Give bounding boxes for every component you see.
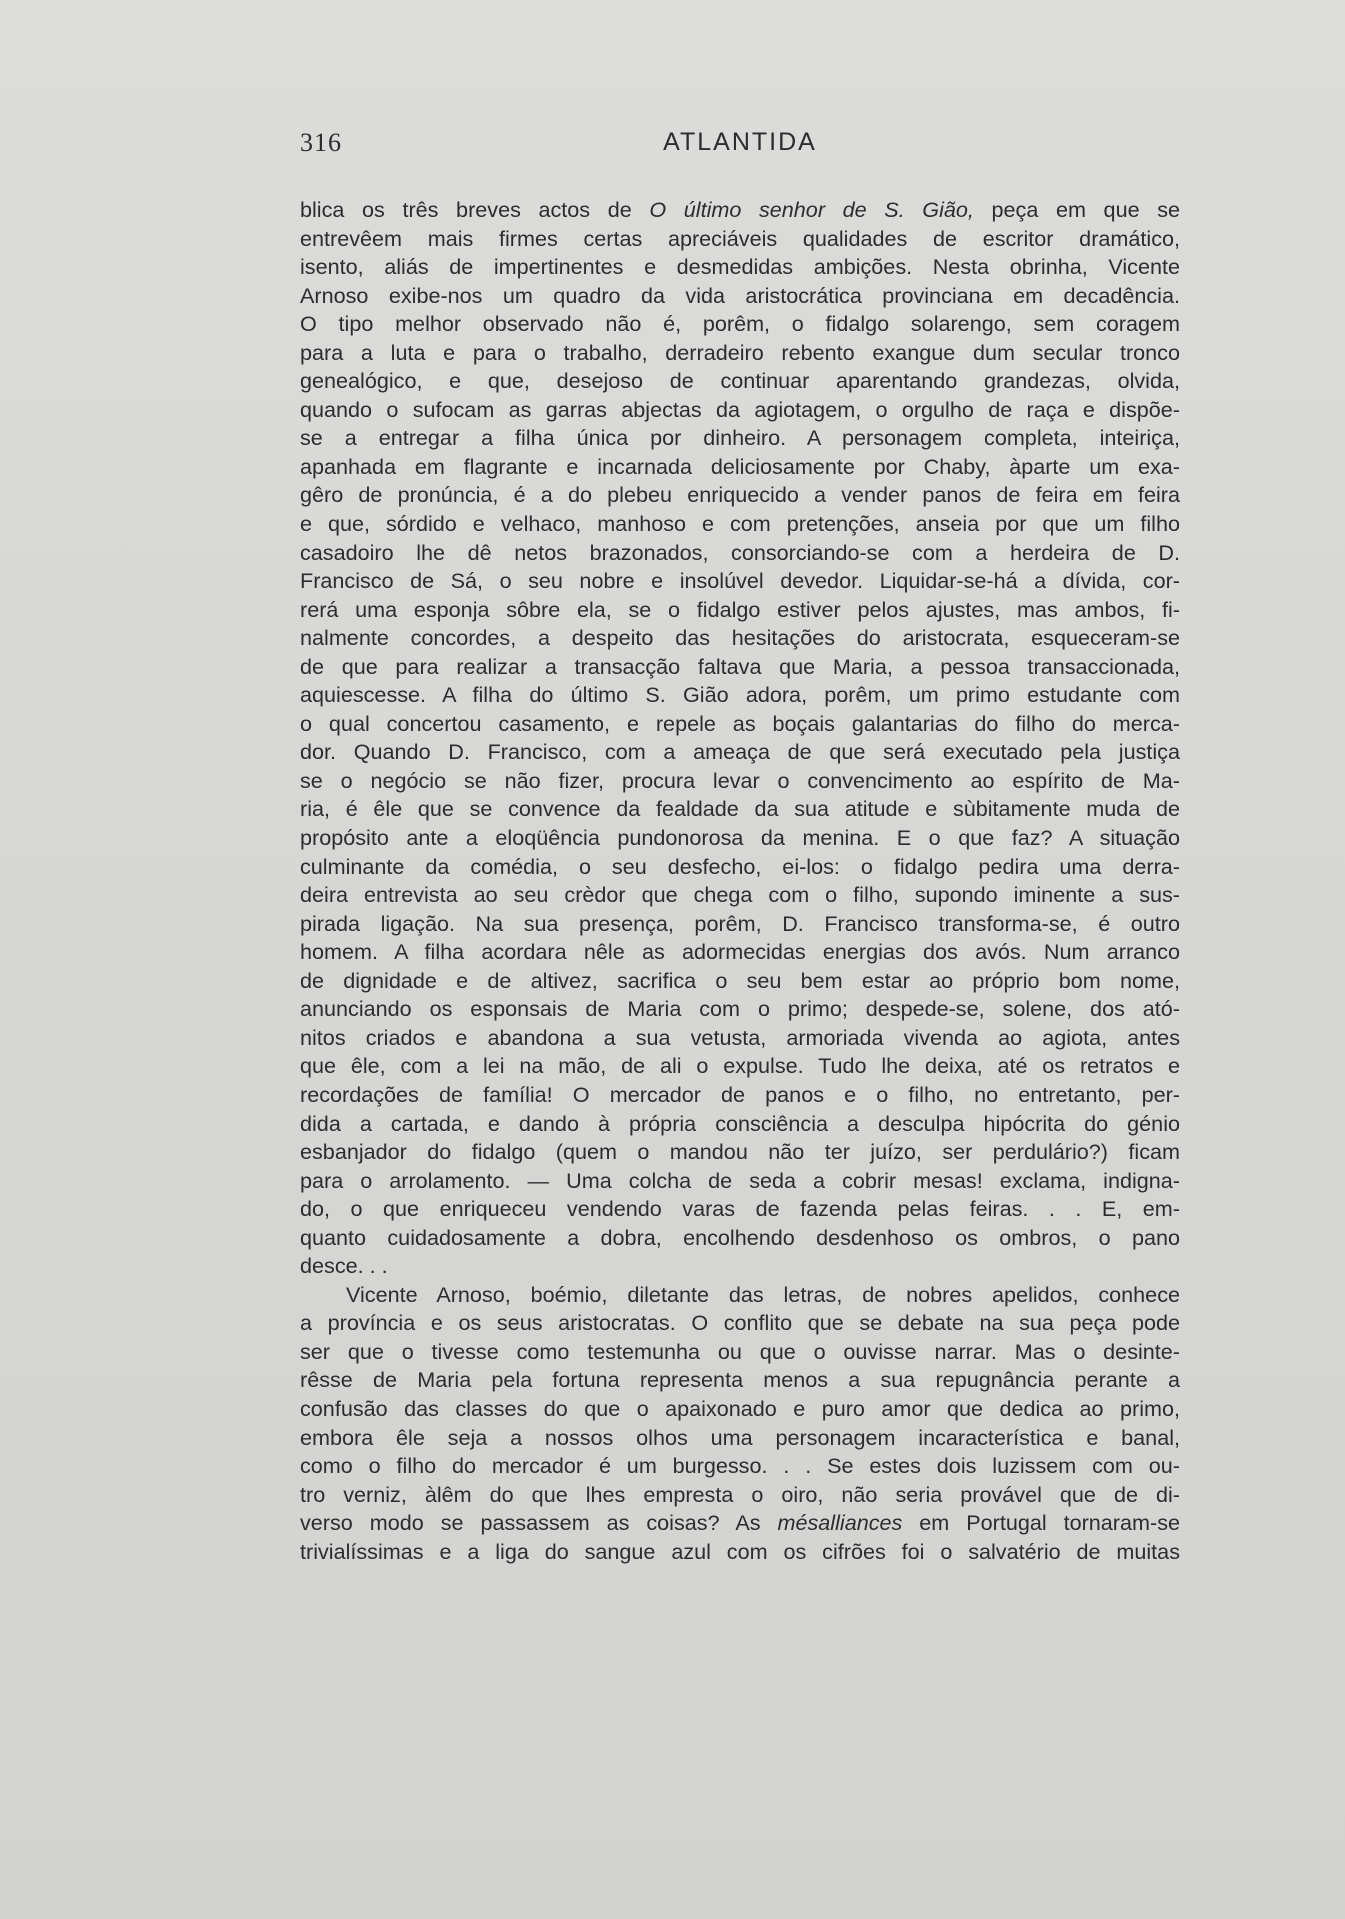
text-line [300, 1395, 1180, 1424]
text-segment: a província e os seus aristocratas. O conflito que se debate na sua peça pode [300, 1310, 1180, 1336]
text-line [300, 738, 1180, 767]
text-segment: casadoiro lhe dê netos brazonados, consorciando-se com a herdeira de D. [300, 539, 1180, 565]
text-line [300, 624, 1180, 653]
text-line [300, 1366, 1180, 1395]
text-line [300, 824, 1180, 853]
text-line [300, 795, 1180, 824]
text-line [300, 1252, 1180, 1281]
text-line [300, 1338, 1180, 1367]
text-line [300, 196, 1180, 225]
text-line [300, 539, 1180, 568]
text-line [300, 1538, 1180, 1567]
text-segment: rêsse de Maria pela fortuna representa menos a sua repugnância perante a [300, 1367, 1180, 1393]
text-line [300, 253, 1180, 282]
text-segment: propósito ante a eloqüência pundonorosa da menina. E o que faz? A situação [300, 825, 1180, 851]
text-line [300, 282, 1180, 311]
italic-text: O último senhor de S. Gião, [649, 197, 974, 222]
text-segment: anunciando os esponsais de Maria com o primo; despede-se, solene, dos ató- [300, 996, 1180, 1022]
text-segment: deira entrevista ao seu crèdor que chega com o filho, supondo iminente a sus- [300, 882, 1180, 908]
text-segment: esbanjador do fidalgo (quem o mandou não ter juízo, ser perdulário?) ficam [300, 1139, 1180, 1165]
text-segment: peça em que se [973, 197, 1181, 222]
text-line [300, 1052, 1180, 1081]
text-segment: culminante da comédia, o seu desfecho, ei-los: o fidalgo pedira uma derra- [300, 853, 1180, 879]
text-line [300, 453, 1180, 482]
text-line [300, 510, 1180, 539]
text-segment: nitos criados e abandona a sua vetusta, armoriada vivenda ao agiota, antes [300, 1024, 1180, 1050]
text-line [300, 396, 1180, 425]
text-segment: o qual concertou casamento, e repele as boçais galantarias do filho do merca- [300, 710, 1180, 736]
text-segment: para a luta e para o trabalho, derradeiro rebento exangue dum secular tronco [300, 339, 1180, 365]
text-segment: aquiescesse. A filha do último S. Gião adora, porêm, um primo estudante com [300, 682, 1180, 708]
text-segment: ser que o tivesse como testemunha ou que o ouvisse narrar. Mas o desinte- [300, 1338, 1180, 1364]
text-segment: Vicente Arnoso, boémio, diletante das letras, de nobres apelidos, conhece [346, 1281, 1180, 1307]
text-line [300, 995, 1180, 1024]
text-segment: verso modo se passassem as coisas? As [300, 1510, 778, 1536]
text-line [300, 481, 1180, 510]
text-segment: quando o sufocam as garras abjectas da agiotagem, o orgulho de raça e dispõe- [300, 396, 1180, 422]
text-line [300, 1452, 1180, 1481]
text-segment: rerá uma esponja sôbre ela, se o fidalgo estiver pelos ajustes, mas ambos, fi- [300, 596, 1180, 622]
text-line [300, 339, 1180, 368]
text-segment: blica os três breves actos de [300, 197, 650, 222]
text-segment: homem. A filha acordara nêle as adormecidas energias dos avós. Num arranco [300, 939, 1180, 965]
text-segment: dida a cartada, e dando à própria consciência a desculpa hipócrita do génio [300, 1110, 1180, 1136]
text-line [300, 881, 1180, 910]
text-line [300, 424, 1180, 453]
text-segment: Arnoso exibe-nos um quadro da vida aristocrática provinciana em decadência. [300, 282, 1180, 308]
text-line [300, 1481, 1180, 1510]
text-line [300, 1110, 1180, 1139]
text-segment: em Portugal tornaram-se [902, 1510, 1180, 1536]
text-segment: de que para realizar a transacção faltava que Maria, a pessoa transaccionada, [300, 653, 1180, 679]
text-line [300, 653, 1180, 682]
text-segment: genealógico, e que, desejoso de continuar aparentando grandezas, olvida, [300, 368, 1180, 394]
text-line [300, 853, 1180, 882]
text-segment: O tipo melhor observado não é, porêm, o fidalgo solarengo, sem coragem [300, 311, 1180, 337]
text-line [300, 1081, 1180, 1110]
text-segment: quanto cuidadosamente a dobra, encolhendo desdenhoso os ombros, o pano [300, 1224, 1180, 1250]
text-segment: desce. . . [300, 1253, 388, 1279]
text-segment: tro verniz, àlêm do que lhes empresta o oiro, não seria provável que de di- [300, 1481, 1180, 1507]
text-line [300, 910, 1180, 939]
text-segment: se o negócio se não fizer, procura levar o convencimento ao espírito de Ma- [300, 767, 1180, 793]
text-segment: de dignidade e de altivez, sacrifica o seu bem estar ao próprio bom nome, [300, 967, 1180, 993]
text-segment: que êle, com a lei na mão, de ali o expulse. Tudo lhe deixa, até os retratos e [300, 1053, 1180, 1079]
text-line [300, 710, 1180, 739]
text-segment: trivialíssimas e a liga do sangue azul com os cifrões foi o salvatério de muitas [300, 1538, 1180, 1564]
text-line [300, 1024, 1180, 1053]
text-segment: isento, aliás de impertinentes e desmedidas ambições. Nesta obrinha, Vicente [300, 254, 1180, 280]
page-header [300, 128, 1180, 168]
text-line [300, 1281, 1180, 1310]
text-segment: ria, é êle que se convence da fealdade da sua atitude e sùbitamente muda de [300, 796, 1180, 822]
text-line [300, 567, 1180, 596]
page-number: 316 [300, 128, 342, 157]
text-line [300, 1424, 1180, 1453]
text-line [300, 938, 1180, 967]
text-line [300, 367, 1180, 396]
text-line [300, 1138, 1180, 1167]
text-segment: entrevêem mais firmes certas apreciáveis qualidades de escritor dramático, [300, 225, 1180, 251]
text-line [300, 310, 1180, 339]
text-line [300, 596, 1180, 625]
text-segment: pirada ligação. Na sua presença, porêm, D. Francisco transforma-se, é outro [300, 910, 1180, 936]
text-segment: nalmente concordes, a despeito das hesitações do aristocrata, esqueceram-se [300, 625, 1180, 651]
text-line [300, 767, 1180, 796]
text-segment: para o arrolamento. — Uma colcha de seda a cobrir mesas! exclama, indigna- [300, 1167, 1180, 1193]
text-line [300, 967, 1180, 996]
text-segment: dor. Quando D. Francisco, com a ameaça de que será executado pela justiça [300, 739, 1180, 765]
text-segment: do, o que enriqueceu vendendo varas de fazenda pelas feiras. . . E, em- [300, 1196, 1180, 1222]
text-segment: recordações de família! O mercador de panos e o filho, no entretanto, per- [300, 1081, 1180, 1107]
text-segment: apanhada em flagrante e incarnada deliciosamente por Chaby, àparte um exa- [300, 453, 1180, 479]
text-segment: e que, sórdido e velhaco, manhoso e com pretenções, anseia por que um filho [300, 511, 1180, 537]
text-segment: confusão das classes do que o apaixonado e puro amor que dedica ao primo, [300, 1395, 1180, 1421]
text-segment: gêro de pronúncia, é a do plebeu enriquecido a vender panos de feira em feira [300, 482, 1180, 508]
text-line [300, 1309, 1180, 1338]
body-text [300, 196, 1180, 1566]
text-line [300, 1224, 1180, 1253]
text-line [300, 681, 1180, 710]
running-title: ATLANTIDA [663, 128, 817, 156]
text-segment: embora êle seja a nossos olhos uma personagem incaracterística e banal, [300, 1424, 1180, 1450]
italic-text: mésalliances [777, 1510, 903, 1536]
text-segment: Francisco de Sá, o seu nobre e insolúvel devedor. Liquidar-se-há a dívida, cor- [300, 568, 1180, 594]
text-segment: como o filho do mercador é um burgesso. . . Se estes dois luzissem com ou- [300, 1453, 1180, 1479]
text-line [300, 1167, 1180, 1196]
text-segment: se a entregar a filha única por dinheiro. A personagem completa, inteiriça, [300, 425, 1180, 451]
text-line [300, 1509, 1180, 1538]
text-line [300, 1195, 1180, 1224]
text-line [300, 225, 1180, 254]
